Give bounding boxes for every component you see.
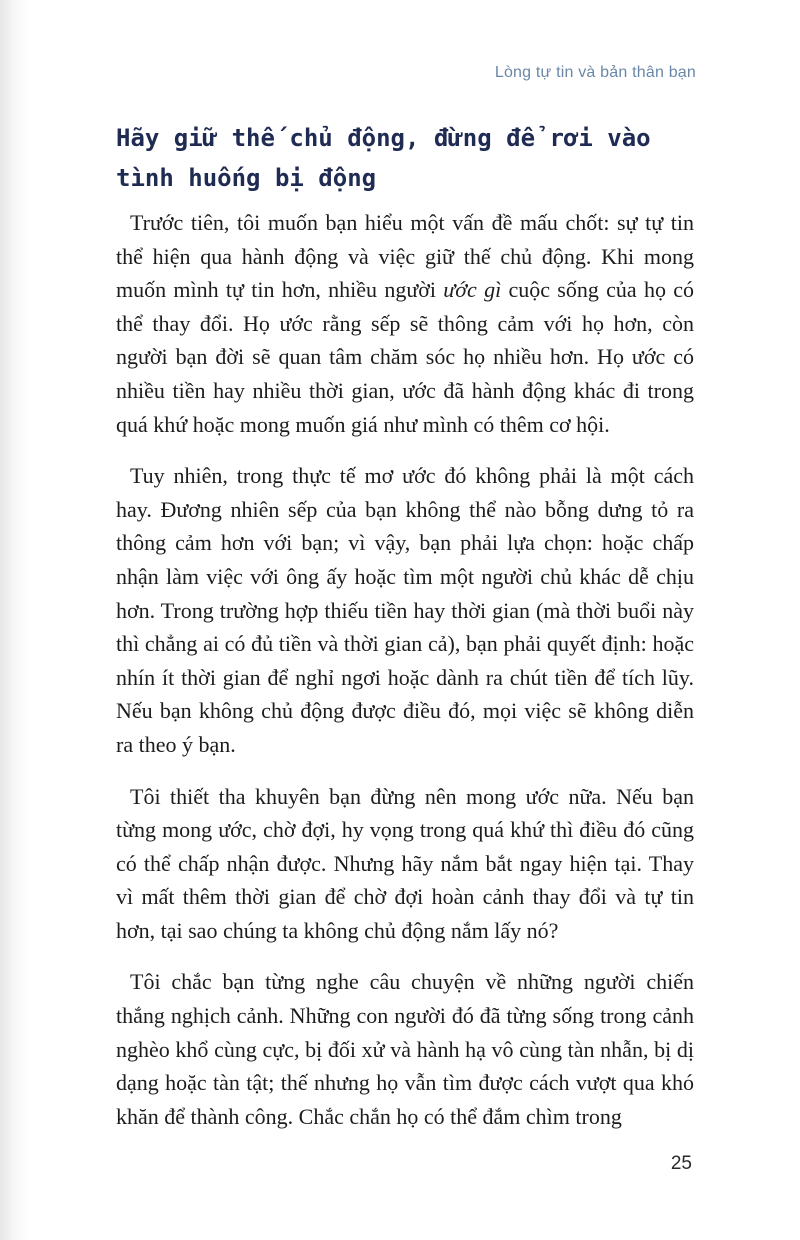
paragraph-2: Tuy nhiên, trong thực tế mơ ước đó không phải là một cách hay. Đương nhiên sếp của bạn không thể nào bỗng dưng tỏ ra thông cảm hơn với bạn; vì vậy, bạn phải lựa chọn: hoặc chấp nhận làm việc với ông ấy hoặc tìm một người chủ khác dễ chịu hơn. Trong trường hợp thiếu tiền hay thời gian (mà thời buổi này thì chẳng ai có đủ tiền và thời gian cả), bạn phải quyết định: hoặc nhín ít thời gian để nghỉ ngơi hoặc dành ra chút tiền để tích lũy. Nếu bạn không chủ động được điều đó, mọi việc sẽ không diễn ra theo ý bạn. — [116, 463, 694, 757]
running-header: Lòng tự tin và bản thân bạn — [494, 64, 696, 81]
paragraph-1-start: Trước tiên, tôi muốn bạn hiểu một vấn đề mấu chốt: sự tự tin thể hiện qua hành động và việc giữ thế chủ động. Khi mong muốn mình tự tin hơn, nhiều người — [116, 210, 694, 303]
section-heading: Hãy giữ thế chủ động, đừng để rơi vào tình huống bị động — [116, 124, 651, 192]
page-number: 25 — [670, 1153, 692, 1174]
paragraph-3: Tôi thiết tha khuyên bạn đừng nên mong ước nữa. Nếu bạn từng mong ước, chờ đợi, hy vọng trong quá khứ thì điều đó cũng có thể chấp nhận được. Nhưng hãy nắm bắt ngay hiện tại. Thay vì mất thêm thời gian để chờ đợi hoàn cảnh thay đổi và tự tin hơn, tại sao chúng ta không chủ động nắm lấy nó? — [116, 783, 694, 943]
paragraph-1-emphasis: ước gì — [443, 277, 502, 303]
paragraph-1-end: cuộc sống của họ có thể thay đổi. Họ ước rằng sếp sẽ thông cảm với họ hơn, còn người bạn đời sẽ quan tâm chăm sóc họ nhiều hơn. Họ ước có nhiều tiền hay nhiều thời gian, ước đã hành động khác đi trong quá khứ hoặc mong muốn giá như mình có thêm cơ hội. — [116, 277, 694, 437]
body-text — [116, 206, 694, 1151]
paragraph-1 — [116, 206, 694, 441]
paragraph-4: Tôi chắc bạn từng nghe câu chuyện về những người chiến thắng nghịch cảnh. Những con người đó đã từng sống trong cảnh nghèo khổ cùng cực, bị đối xử và hành hạ vô cùng tàn nhẫn, bị dị dạng hoặc tàn tật; thế nhưng họ vẫn tìm được cách vượt qua khó khăn để thành công. Chắc chắn họ có thể đắm chìm trong — [116, 969, 694, 1129]
page-gutter-shadow — [0, 0, 30, 1240]
